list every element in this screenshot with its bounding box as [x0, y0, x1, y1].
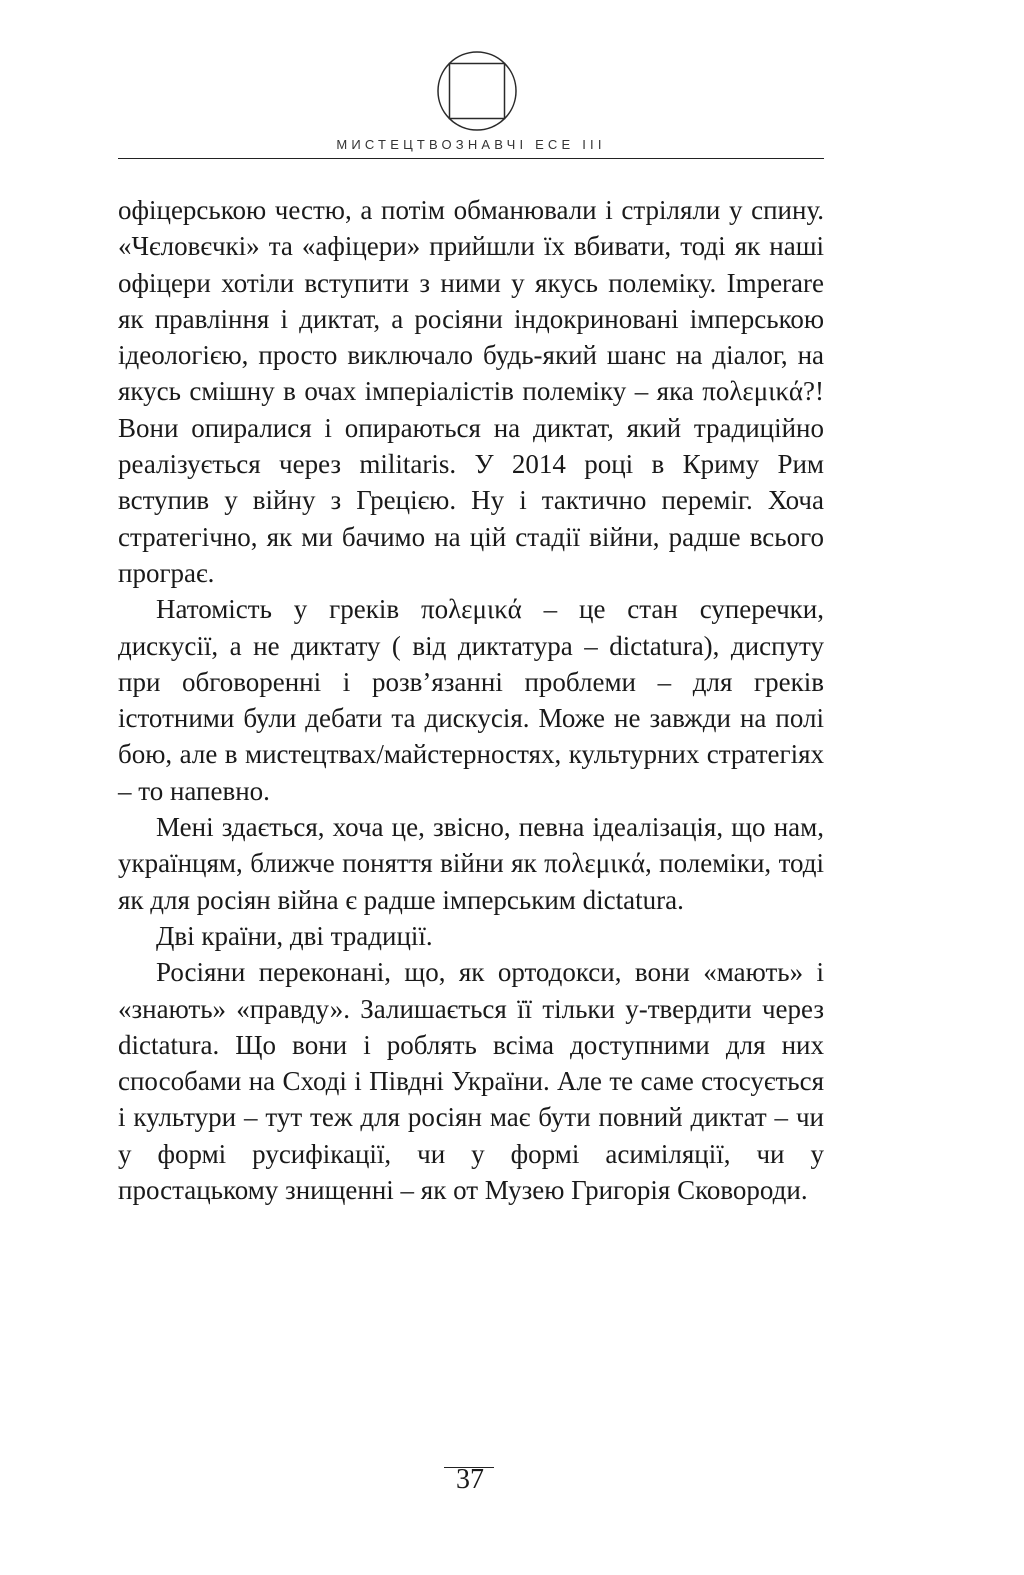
- circle-square-logo-icon: [436, 50, 518, 132]
- paragraph-1: офіцерською честю, а потім обманювали і стріляли у спину. «Чєловєчкі» та «афіцери» прийшли їх вбивати, тоді як наші офіцери хотіли вступити з ними у якусь полеміку. Imperare як правління і диктат, а росіяни індокриновані імперською ідеологією, просто виключало будь-який шанс на діалог, на якусь смішну в очах імперіалістів полеміку – яка πολεμικά?! Вони опиралися і опираються на диктат, який традиційно реалізується через militaris. У 2014 році в Криму Рим вступив у війну з Грецією. Ну і тактично переміг. Хоча стратегічно, як ми бачимо на цій стадії війни, радше всього програє.: [118, 195, 824, 588]
- paragraph-5: Росіяни переконані, що, як ортодокси, вони «мають» і «знають» «правду». Залишається її тільки у-твердити через dictatura. Що вони і роблять всіма доступними для них способами на Сході і Півдні України. Але те саме стосується і культури – тут теж для росіян має бути повний диктат – чи у формі русифікації, чи у формі асиміляції, чи у простацькому знищенні – як от Музею Григорія Сковороди.: [118, 957, 824, 1206]
- paragraph-2: Натомість у греків πολεμικά – це стан суперечки, дискусії, а не диктату ( від диктатура – dictatura), диспуту при обговоренні і розв’язанні проблеми – для греків істотними були дебати та дискусія. Може не завжди на полі бою, але в мистецтвах/майстерностях, культурних стратегіях – то напевно.: [118, 594, 824, 806]
- body-text: [118, 192, 824, 1208]
- header-rule: [118, 158, 824, 159]
- paragraph-3: Мені здається, хоча це, звісно, певна ідеалізація, що нам, українцям, ближче поняття війни як πολεμικά, полеміки, тоді як для росіян війна є радше імперським dictatura.: [118, 812, 824, 915]
- paragraph-4: Дві країни, дві традиції.: [156, 920, 433, 951]
- running-header-title: МИСТЕЦТВОЗНАВЧІ ЕСЕ ІІІ: [336, 137, 606, 152]
- page-number: 37: [456, 1464, 484, 1495]
